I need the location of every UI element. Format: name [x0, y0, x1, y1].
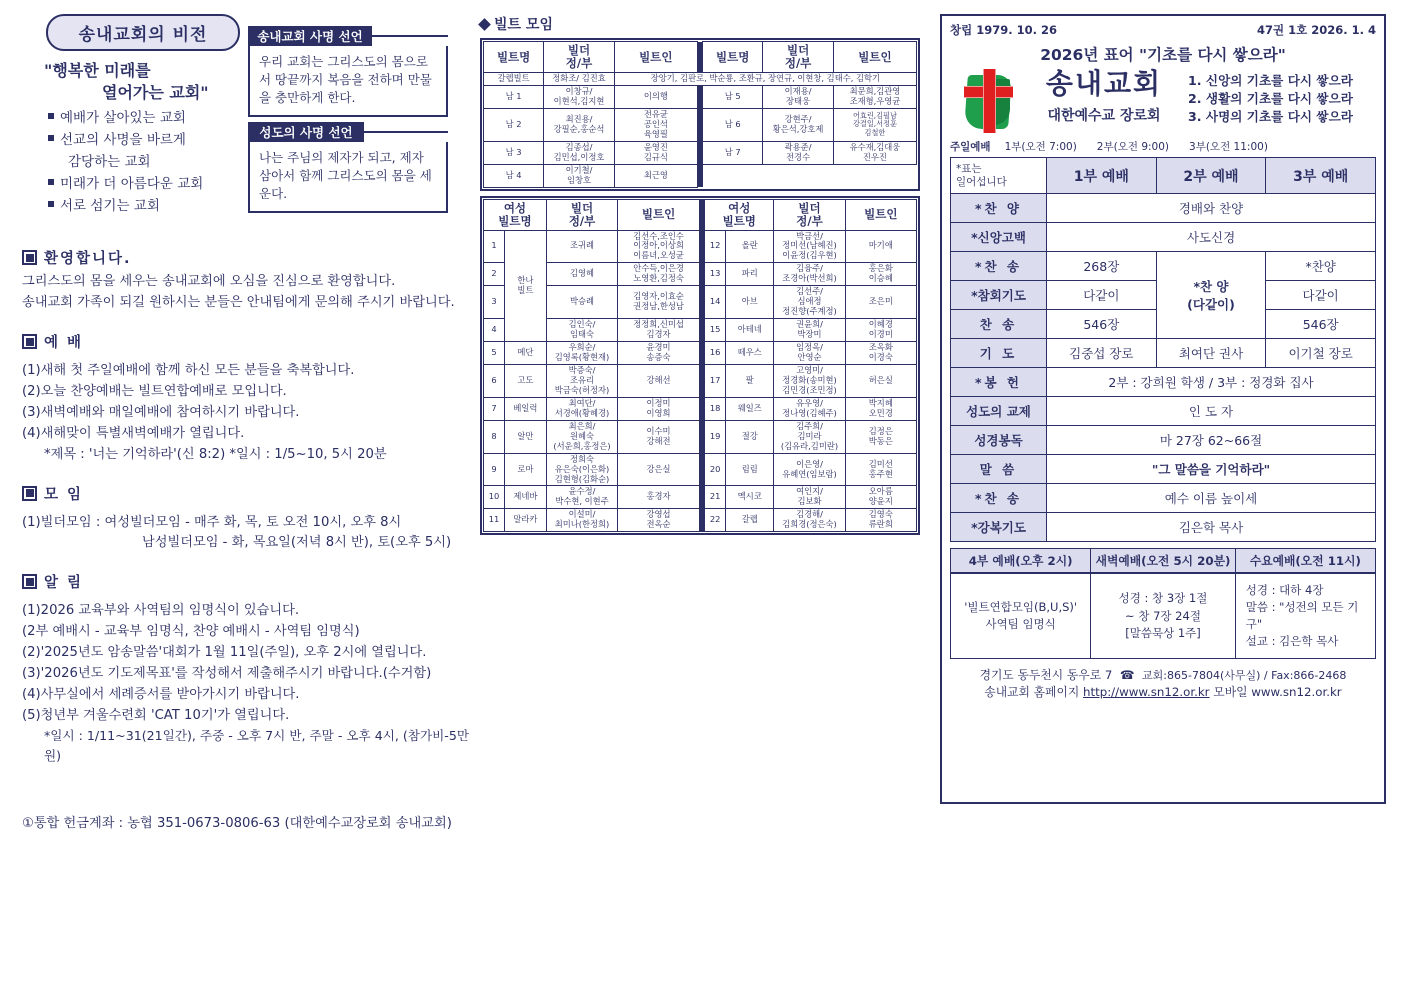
homepage-url[interactable]: http://www.sn12.or.kr — [1082, 685, 1210, 700]
goal-2: 2. 생활의 기초를 다시 쌓으라 — [1188, 90, 1353, 106]
order-row — [951, 252, 1376, 281]
welcome-heading-label: 환영합니다. — [44, 251, 132, 268]
built-leader: 김영혜 — [546, 263, 617, 286]
table-row — [484, 509, 917, 532]
worship-heading — [22, 331, 472, 352]
announcements-body — [22, 601, 472, 766]
built-leader: 임정옥/ 안영순 — [774, 342, 845, 365]
meetings-body — [22, 513, 472, 555]
welcome-line-2: 송내교회 가족이 되길 원하시는 분들은 안내팀에게 문의해 주시기 바랍니다. — [22, 295, 455, 311]
order-label: *찬 송 — [951, 252, 1047, 281]
order-value: 2부 : 강희원 학생 / 3부 : 정경화 집사 — [1047, 368, 1376, 397]
built-name: 남 6 — [703, 108, 763, 141]
wednesday-service-body: 성경 : 대하 4장 말씀 : "성전의 모든 기구" 설교 : 김은학 목사 — [1235, 573, 1375, 659]
built-leader: 조귀례 — [546, 230, 617, 263]
table-row — [484, 164, 917, 187]
group-name: 한나 빌트 — [504, 230, 546, 342]
row-number: 18 — [705, 397, 726, 420]
order-value: 인 도 자 — [1047, 397, 1376, 426]
caleb-leader: 정화조/ 김진효 — [544, 73, 615, 86]
bullet-square-icon — [48, 113, 54, 119]
row-number: 7 — [484, 397, 505, 420]
built-leader: 고영미/ 정경화(송미현) 김민경(조민정) — [774, 364, 845, 397]
table-header-row — [484, 42, 917, 73]
built-section-title-label: 빌트 모임 — [494, 17, 553, 33]
built-men-table-frame — [480, 38, 920, 191]
caleb-name: 갈렙빌트 — [484, 73, 544, 86]
built-name: 고도 — [504, 364, 546, 397]
built-leader: 곽용준/ 전경수 — [763, 141, 834, 164]
bullet-square-icon — [48, 179, 54, 185]
built-members: 전유균 공인석 육영필 — [614, 108, 697, 141]
announcement-line-4: (3)'2026년도 기도제목표'를 작성해서 제출해주시기 바랍니다.(수거함) — [22, 665, 432, 681]
order-value: 예수 이름 높이세 — [1047, 484, 1376, 513]
built-name: 떼우스 — [726, 342, 774, 365]
built-name: 갈렙 — [726, 509, 774, 532]
order-value-3: 이기철 장로 — [1266, 339, 1376, 368]
built-members: 박지혜 오민경 — [845, 397, 916, 420]
built-name: 제네바 — [504, 486, 546, 509]
built-members: 강은실 — [618, 453, 700, 486]
sunday-service-times — [950, 139, 1376, 154]
worship-line-3: (3)새벽예배와 매일예배에 참여하시기 바랍니다. — [22, 404, 300, 420]
built-members: 최근영 — [614, 164, 697, 187]
built-leader: 이창규/ 이현석,김지현 — [544, 85, 615, 108]
table-row — [484, 453, 917, 486]
order-value-sermon-title: "그 말씀을 기억하라" — [1047, 455, 1376, 484]
row-number: 9 — [484, 453, 505, 486]
announcement-line-5: (4)사무실에서 세례증서를 받아가시기 바랍니다. — [22, 686, 300, 702]
row-number: 11 — [484, 509, 505, 532]
built-name: 절강 — [726, 420, 774, 453]
built-members: 유수재,김대웅 진우진 — [833, 141, 916, 164]
other-services-header-row — [951, 549, 1376, 574]
order-label: *강복기도 — [951, 513, 1047, 542]
row-number: 19 — [705, 420, 726, 453]
worship-line-4: (4)새해맞이 특별새벽예배가 열립니다. — [22, 425, 245, 441]
order-value-3: 546장 — [1266, 310, 1376, 339]
order-value-2: 최여단 권사 — [1156, 339, 1266, 368]
order-label: 찬 송 — [951, 310, 1047, 339]
built-members: 이의행 — [614, 85, 697, 108]
col-header-builder: 빌더 정/부 — [546, 199, 617, 230]
table-row — [484, 108, 917, 141]
built-leader: 김융주/ 조경아(박선희) — [774, 263, 845, 286]
service-times-label: 주일예배 — [950, 141, 991, 153]
built-name: 남 4 — [484, 164, 544, 187]
built-leader: 여인지/ 김보화 — [774, 486, 845, 509]
row-number: 2 — [484, 263, 505, 286]
church-name: 송내교회 — [1045, 67, 1163, 100]
standing-note: *표는 일어섭니다 — [951, 158, 1047, 194]
row-number: 3 — [484, 286, 505, 319]
brand-row — [950, 69, 1376, 133]
col-header-builder: 빌더 정/부 — [763, 42, 834, 73]
built-members: 이수미 강해전 — [618, 420, 700, 453]
built-leader: 유우영/ 정나영(김혜주) — [774, 397, 845, 420]
meetings-heading-label: 모 임 — [44, 486, 84, 503]
church-address: 경기도 동두천시 동우로 7 — [979, 668, 1113, 683]
worship-line-1: (1)새해 첫 주일예배에 함께 하신 모든 분들을 축복합니다. — [22, 363, 355, 379]
announcement-subnote: *일시 : 1/11~31(21일간), 주중 - 오후 7시 반, 주말 - 오후 4시, (참가비-5만원) — [44, 728, 470, 764]
built-leader: 윤수정/ 박수현, 이현주 — [546, 486, 617, 509]
built-leader: 강현주/ 황은석,강호제 — [763, 108, 834, 141]
built-leader: 이재용/ 장태웅 — [763, 85, 834, 108]
brand-name-block — [1020, 69, 1188, 125]
diamond-icon — [478, 18, 491, 31]
order-value: 사도신경 — [1047, 223, 1376, 252]
built-members: 강영섭 전옥순 — [618, 509, 700, 532]
order-label: *신앙고백 — [951, 223, 1047, 252]
built-members: 김정은 박동은 — [845, 420, 916, 453]
built-name: 남 3 — [484, 141, 544, 164]
announcement-line-2: (2부 예배시 - 교육부 임명식, 찬양 예배시 - 사역팀 임명식) — [22, 624, 360, 640]
empty-cell — [703, 164, 917, 187]
meetings-line-2: 남성빌더모임 - 화, 목요일(저녁 8시 반), 토(오후 5시) — [142, 535, 452, 551]
built-name: 웨일즈 — [726, 397, 774, 420]
row-number: 15 — [705, 319, 726, 342]
contact-footer — [950, 667, 1376, 701]
built-leader: 최은희/ 원혜숙 (서운희,홍정은) — [546, 420, 617, 453]
order-row — [951, 397, 1376, 426]
row-number: 10 — [484, 486, 505, 509]
row-number: 17 — [705, 364, 726, 397]
order-row — [951, 194, 1376, 223]
built-name: 베일럭 — [504, 397, 546, 420]
order-value-merged-part2: *찬 양 (다같이) — [1156, 252, 1266, 339]
built-name: 메단 — [504, 342, 546, 365]
order-label: *찬 양 — [951, 194, 1047, 223]
built-leader: 우희순/ 김영록(황현재) — [546, 342, 617, 365]
section-marker-icon — [22, 334, 37, 349]
built-members: 홍경자 — [618, 486, 700, 509]
service-4-body: '빌트연합모임(B,U,S)' 사역팀 임명식 — [951, 573, 1091, 659]
table-row — [484, 364, 917, 397]
vision-title: 송내교회의 비전 — [78, 25, 208, 45]
vision-item-label: 미래가 더 아름다운 교회 — [60, 175, 204, 192]
announcement-line-3: (2)'2025년도 암송말씀'대회가 1월 11일(주일), 오후 2시에 열립니다. — [22, 644, 427, 660]
table-row — [484, 85, 917, 108]
built-members: 홍은화 이승혜 — [845, 263, 916, 286]
built-name: 파리 — [726, 263, 774, 286]
table-row — [484, 286, 917, 319]
order-label: *참회기도 — [951, 281, 1047, 310]
column-middle — [480, 14, 920, 535]
service-time-2: 2부(오전 9:00) — [1096, 141, 1170, 153]
column-right — [940, 14, 1386, 804]
welcome-line-1: 그리스도의 몸을 세우는 송내교회에 오심을 진심으로 환영합니다. — [22, 274, 396, 290]
built-members: 허은실 — [845, 364, 916, 397]
built-members: 김영자,이효순 권정남,한성남 — [618, 286, 700, 319]
col-header-built-name: 빌트명 — [484, 42, 544, 73]
built-name: 남 7 — [703, 141, 763, 164]
other-services-table — [950, 548, 1376, 659]
worship-subnote: *제목 : '너는 기억하라'(신 8:2) *일시 : 1/5~10, 5시 20분 — [44, 446, 387, 462]
col-header-built-in: 빌트인 — [845, 199, 916, 230]
order-value: 김은학 목사 — [1047, 513, 1376, 542]
built-women-table-frame — [480, 196, 920, 536]
built-leader: 김경해/ 김희경(정은숙) — [774, 509, 845, 532]
row-number: 16 — [705, 342, 726, 365]
issue-number: 47권 1호 2026. 1. 4 — [1257, 23, 1376, 37]
order-label: 기 도 — [951, 339, 1047, 368]
col-header-built-in: 빌트인 — [833, 42, 916, 73]
col-header-builder: 빌더 정/부 — [544, 42, 615, 73]
row-number: 4 — [484, 319, 505, 342]
built-name: 남 5 — [703, 85, 763, 108]
order-row — [951, 339, 1376, 368]
wednesday-service-header: 수요예배(오전 11시) — [1235, 549, 1375, 574]
goal-1: 1. 신앙의 기초를 다시 쌓으라 — [1188, 73, 1353, 88]
order-label: *봉 헌 — [951, 368, 1047, 397]
built-name: 남 1 — [484, 85, 544, 108]
table-row — [484, 486, 917, 509]
table-row — [484, 342, 917, 365]
year-goals — [1188, 69, 1376, 126]
bullet-square-icon — [48, 201, 54, 207]
built-name: 아테네 — [726, 319, 774, 342]
built-members: 윤경미 송증숙 — [618, 342, 700, 365]
order-value-3: 다같이 — [1266, 281, 1376, 310]
table-header-row — [484, 199, 917, 230]
mission-church-block — [248, 26, 448, 117]
row-number: 1 — [484, 230, 505, 263]
bulletin-meta-row — [950, 22, 1376, 38]
col-header-women-built-name: 여성 빌트명 — [484, 199, 547, 230]
announcement-line-1: (1)2026 교육부와 사역팀의 임명식이 있습니다. — [22, 603, 300, 619]
built-name: 멕시코 — [726, 486, 774, 509]
built-leader: 김종섭/ 김민섭,이정호 — [544, 141, 615, 164]
mission-saint-block — [248, 122, 448, 213]
vision-item-label: 선교의 사명을 바르게 — [60, 132, 186, 149]
order-row — [951, 455, 1376, 484]
mobile-url[interactable]: www.sn12.or.kr — [1251, 685, 1342, 700]
vision-item-label: 서로 섬기는 교회 — [60, 197, 160, 214]
mission-church-title: 송내교회 사명 선언 — [257, 29, 363, 44]
order-label: 성도의 교제 — [951, 397, 1047, 426]
col-header-built-name: 빌트명 — [703, 42, 763, 73]
built-leader: 김주희/ 김미라 (김유라,김미란) — [774, 420, 845, 453]
built-name: 림림 — [726, 453, 774, 486]
footer-line-1 — [950, 667, 1376, 684]
mission-church-body: 우리 교회는 그리스도의 몸으로서 땅끝까지 복음을 전하며 만물을 충만하게 한다. — [248, 46, 448, 117]
built-members: 안수득,이은경 노영환,김정숙 — [618, 263, 700, 286]
announcement-line-6: (5)청년부 겨울수련회 'CAT 10기'가 열립니다. — [22, 707, 290, 723]
row-number: 8 — [484, 420, 505, 453]
order-row — [951, 368, 1376, 397]
order-row — [951, 484, 1376, 513]
welcome-heading — [22, 247, 472, 268]
col-header-women-built-name: 여성 빌트명 — [705, 199, 774, 230]
caleb-members: 장앙기, 김판로, 박순룡, 조환규, 장연규, 이현창, 김태수, 김학기 — [614, 73, 916, 86]
worship-heading-label: 예 배 — [44, 335, 84, 352]
built-name: 로마 — [504, 453, 546, 486]
row-number: 22 — [705, 509, 726, 532]
founded-date: 창립 1979. 10. 26 — [950, 23, 1057, 37]
church-cross-logo-icon — [958, 69, 1020, 133]
table-row — [484, 397, 917, 420]
order-row — [951, 223, 1376, 252]
meetings-heading — [22, 483, 472, 504]
built-members: 정정희,신미섭 김경자 — [618, 319, 700, 342]
built-name: 알만 — [504, 420, 546, 453]
built-name: 아브 — [726, 286, 774, 319]
phone-icon: ☎ — [1116, 668, 1139, 683]
table-row — [484, 230, 917, 263]
built-members: 어효린,김필남 강결일,서정훈 김철한 — [833, 108, 916, 141]
row-number: 21 — [705, 486, 726, 509]
order-label: *찬 송 — [951, 484, 1047, 513]
worship-order-table — [950, 157, 1376, 542]
welcome-body — [22, 272, 472, 314]
section-marker-icon — [22, 574, 37, 589]
announcements-heading — [22, 571, 472, 592]
built-members: 김선수,조인수 이정아,이상희 이름녀,오성균 — [618, 230, 700, 263]
order-row — [951, 513, 1376, 542]
footer-line-2 — [950, 684, 1376, 701]
built-members: 이혜경 이경미 — [845, 319, 916, 342]
built-members: 김영숙 류란희 — [845, 509, 916, 532]
built-members: 오아름 양윤지 — [845, 486, 916, 509]
other-services-body-row — [951, 573, 1376, 659]
church-phone: 교회:865-7804(사무실) / Fax:866-2468 — [1142, 669, 1347, 683]
mission-saint-title: 성도의 사명 선언 — [259, 125, 353, 140]
service-4-header: 4부 예배(오후 2시) — [951, 549, 1091, 574]
service-col-3: 3부 예배 — [1266, 158, 1376, 194]
service-time-1: 1부(오전 7:00) — [1004, 141, 1077, 153]
built-women-table — [483, 199, 917, 533]
worship-body — [22, 361, 472, 465]
logo-cross-vertical — [983, 69, 996, 133]
table-row — [484, 141, 917, 164]
built-members: 강해선 — [618, 364, 700, 397]
denomination: 대한예수교 장로회 — [1047, 108, 1161, 125]
order-header-row — [951, 158, 1376, 194]
vision-title-pill — [46, 14, 240, 51]
row-number: 12 — [705, 230, 726, 263]
built-leader: 김선주/ 심애정 정진향(주계정) — [774, 286, 845, 319]
dawn-service-body: 성경 : 창 3장 1절 ~ 창 7장 24절 [말씀묵상 1주] — [1091, 573, 1236, 659]
built-leader: 이기철/ 임창호 — [544, 164, 615, 187]
order-value-1: 다같이 — [1047, 281, 1157, 310]
order-value-1: 546장 — [1047, 310, 1157, 339]
order-value-1: 김중섭 장로 — [1047, 339, 1157, 368]
vision-item-label: 예배가 살아있는 교회 — [60, 110, 186, 127]
built-section-title — [480, 14, 920, 34]
year-slogan: 2026년 표어 "기초를 다시 쌓으라" — [1040, 46, 1286, 64]
row-number: 5 — [484, 342, 505, 365]
goal-3: 3. 사명의 기초를 다시 쌓으라 — [1188, 108, 1353, 124]
built-leader: 박증숙/ 조유리 박금숙(허정자) — [546, 364, 617, 397]
built-name: 남 2 — [484, 108, 544, 141]
built-name: 올란 — [726, 230, 774, 263]
built-leader: 정희숙 유은숙(이은화) 김현형(김화순) — [546, 453, 617, 486]
mobile-label: 모바일 — [1213, 685, 1248, 700]
meetings-line-1: (1)빌더모임 : 여성빌더모임 - 매주 화, 목, 토 오전 10시, 오후 8시 — [22, 514, 402, 530]
table-row — [484, 319, 917, 342]
order-value-3: *찬양 — [1266, 252, 1376, 281]
built-name: 말라카 — [504, 509, 546, 532]
service-time-3: 3부(오전 11:00) — [1189, 141, 1268, 153]
order-value-1: 268장 — [1047, 252, 1157, 281]
offering-account: ①통합 헌금계좌 : 농협 351-0673-0806-63 (대한예수교장로회 송내교회) — [22, 816, 452, 832]
built-men-table — [483, 41, 917, 188]
built-members: 조은미 — [845, 286, 916, 319]
order-label: 말 씀 — [951, 455, 1047, 484]
service-col-1: 1부 예배 — [1047, 158, 1157, 194]
row-number: 13 — [705, 263, 726, 286]
built-members: 윤영진 김규식 — [614, 141, 697, 164]
row-number: 20 — [705, 453, 726, 486]
built-leader: 박금선/ 정미선(남혜진) 이윤정(김우현) — [774, 230, 845, 263]
row-number: 14 — [705, 286, 726, 319]
built-leader: 최진용/ 강필순,홍순석 — [544, 108, 615, 141]
table-row-caleb — [484, 73, 917, 86]
vision-quote-line1: "행복한 미래를 — [44, 61, 151, 80]
announcements-heading-label: 알 림 — [44, 575, 84, 592]
built-leader: 이설미/ 최미나(한정희) — [546, 509, 617, 532]
homepage-label: 송내교회 홈페이지 — [984, 685, 1080, 700]
order-value: 경배와 찬양 — [1047, 194, 1376, 223]
vision-quote-line2: 열어가는 교회" — [102, 82, 209, 102]
section-marker-icon — [22, 486, 37, 501]
row-number: 6 — [484, 364, 505, 397]
built-leader: 이은영/ 유혜연(임보람) — [774, 453, 845, 486]
order-label: 성경봉독 — [951, 426, 1047, 455]
built-leader: 김인숙/ 임태숙 — [546, 319, 617, 342]
built-members: 이정미 이영희 — [618, 397, 700, 420]
order-row — [951, 426, 1376, 455]
worship-line-2: (2)오늘 찬양예배는 빌트연합예배로 모입니다. — [22, 384, 287, 400]
table-row — [484, 263, 917, 286]
section-marker-icon — [22, 250, 37, 265]
dawn-service-header: 새벽예배(오전 5시 20분) — [1091, 549, 1236, 574]
built-members: 최문희,김관영 조재형,우영균 — [833, 85, 916, 108]
built-members: 마기애 — [845, 230, 916, 263]
col-header-built-in: 빌트인 — [618, 199, 700, 230]
order-value: 마 27장 62~66절 — [1047, 426, 1376, 455]
built-members: 조옥화 이경숙 — [845, 342, 916, 365]
built-members: 김미선 홍주현 — [845, 453, 916, 486]
col-header-built-in: 빌트인 — [614, 42, 697, 73]
bullet-square-icon — [48, 135, 54, 141]
vision-item-label: 감당하는 교회 — [68, 153, 151, 170]
built-leader: 최여단/ 서경애(황혜경) — [546, 397, 617, 420]
mission-saint-body: 나는 주님의 제자가 되고, 제자 삼아서 함께 그리스도의 몸을 세운다. — [248, 142, 448, 213]
built-leader: 박승례 — [546, 286, 617, 319]
col-header-builder: 빌더 정/부 — [774, 199, 845, 230]
built-leader: 권윤희/ 박장미 — [774, 319, 845, 342]
service-col-2: 2부 예배 — [1156, 158, 1266, 194]
built-name: 팔 — [726, 364, 774, 397]
table-row — [484, 420, 917, 453]
